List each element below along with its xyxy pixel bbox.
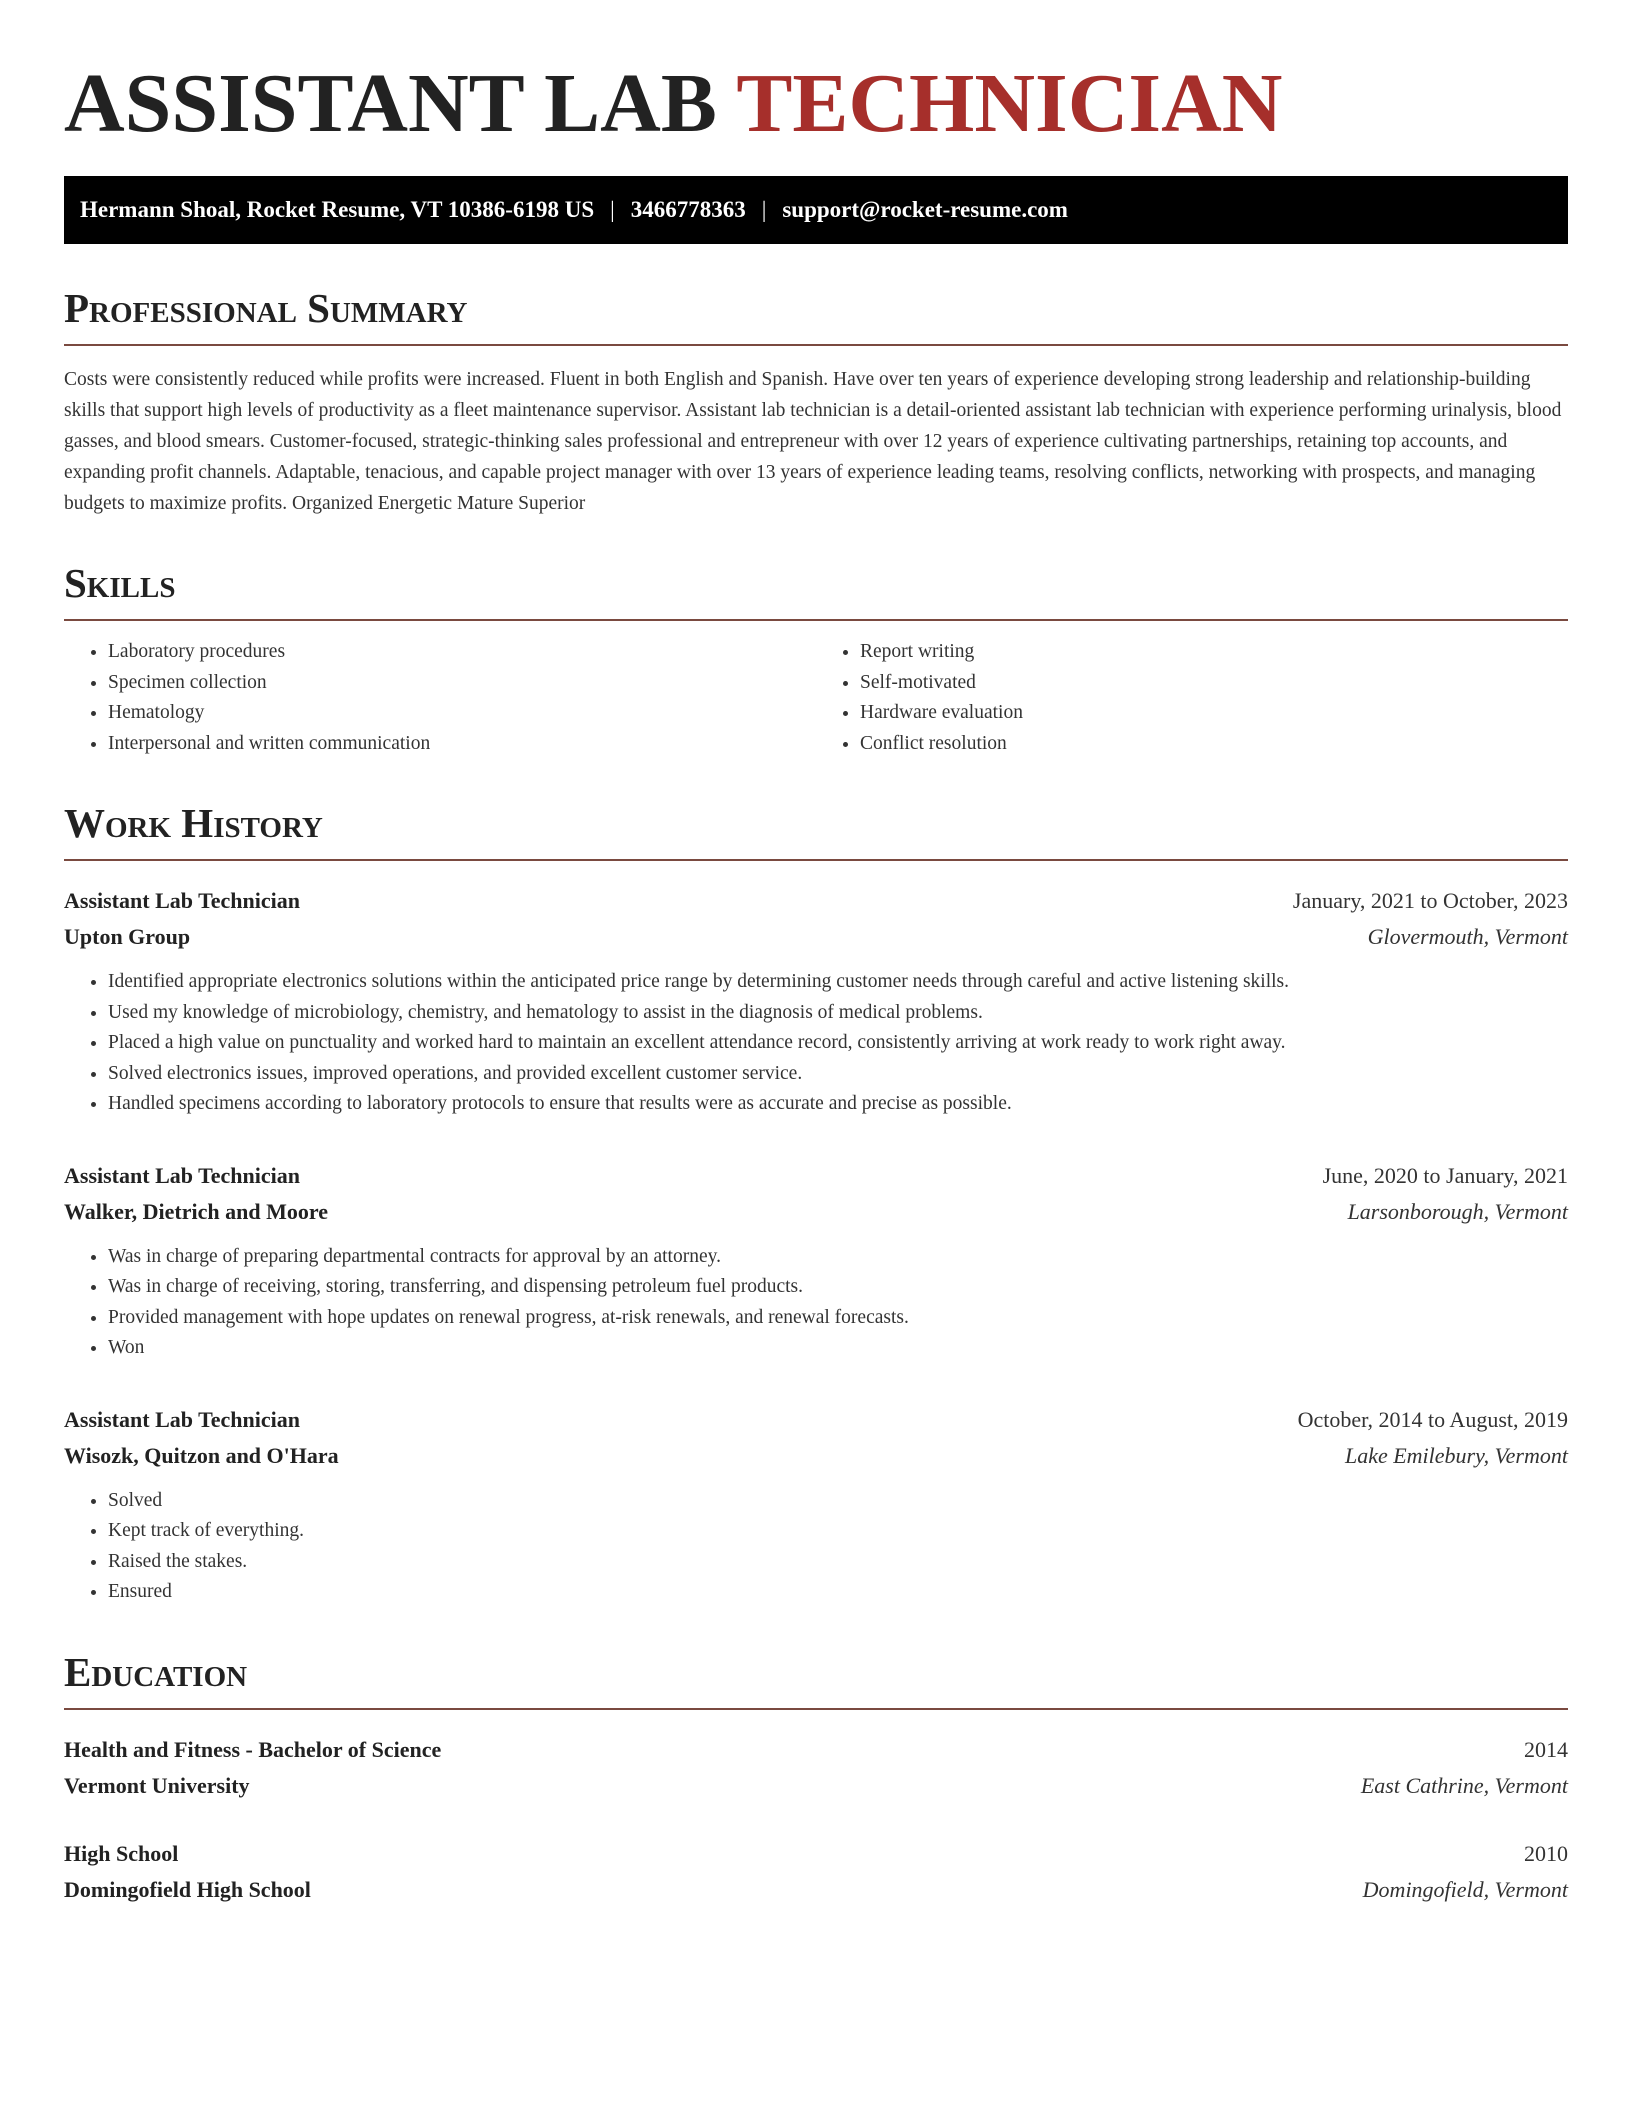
job-company-row [64,1194,1568,1230]
skill-item: • Conflict resolution [860,729,1568,760]
job-bullets [64,967,1568,1120]
contact-phone: 3466778363 [630,197,746,222]
job-bullet: • Solved electronics issues, improved operations, and provided excellent customer service. [108,1059,1568,1090]
job-bullet: • Solved [108,1486,1568,1517]
skill-item: • Hematology [108,698,816,729]
education-school: Vermont University [64,1772,250,1798]
education-degree-row [64,1732,1568,1768]
job-location: Glovermouth, Vermont [1367,924,1568,949]
job-dates: June, 2020 to January, 2021 [1322,1162,1568,1188]
education-entry [64,1836,1568,1908]
education-entry [64,1732,1568,1804]
job-bullet: • Kept track of everything. [108,1516,1568,1547]
job-bullet: • Used my knowledge of microbiology, chemistry, and hematology to assist in the diagnosis of medical problems. [108,998,1568,1029]
skill-item: • Specimen collection [108,668,816,699]
contact-separator: | [761,197,767,222]
job-bullet: • Handled specimens according to laboratory protocols to ensure that results were as accurate and precise as possible. [108,1089,1568,1120]
education-degree-row [64,1836,1568,1872]
contact-separator: | [610,197,615,222]
skill-item: • Self-motivated [860,668,1568,699]
skills-section [64,559,1568,759]
summary-text: Costs were consistently reduced while profits were increased. Fluent in both English and Spanish. Have over ten years of experience developing strong leadership and relationship-building skills that support high levels of productivity as a fleet maintenance supervisor. Assistant lab technician is a detail-oriented assistant lab technician with experience performing urinalysis, blood gasses, and blood smears. Customer-focused, strategic-thinking sales professional and entrepreneur with over 12 years of experience cultivating partnerships, retaining top accounts, and expanding profit channels. Adaptable, tenacious, and capable project manager with over 13 years of experience leading teams, resolving conflicts, networking with prospects, and managing budgets to maximize profits. Organized Energetic Mature Superior [64,369,1562,514]
job-bullet: • Raised the stakes. [108,1547,1568,1578]
job-company-row [64,1438,1568,1474]
education-school-row [64,1768,1568,1804]
education-heading: Education [64,1648,1568,1710]
skills-list-left [64,637,816,759]
job-bullet: • Ensured [108,1577,1568,1608]
job-bullet: • Won [108,1333,1568,1364]
education-degree: High School [64,1840,179,1866]
title-accent: TECHNICIAN [736,57,1283,150]
job-title-row [64,883,1568,919]
skills-heading: Skills [64,559,1568,621]
job-bullets [64,1486,1568,1608]
skill-item: • Report writing [860,637,1568,668]
education-location: Domingofield, Vermont [1362,1876,1568,1902]
education-school: Domingofield High School [64,1876,311,1902]
summary-section [64,284,1568,519]
education-school-row [64,1872,1568,1908]
education-year: 2010 [1524,1840,1568,1866]
contact-address: Hermann Shoal, Rocket Resume, VT 10386-6198 US [80,197,595,222]
education-location: East Cathrine, Vermont [1360,1772,1568,1798]
job-title: Assistant Lab Technician [64,1162,300,1188]
job-bullet: • Was in charge of preparing departmental contracts for approval by an attorney. [108,1242,1568,1273]
skills-grid [64,637,1568,759]
job-bullet: • Identified appropriate electronics solutions within the anticipated price range by determining customer needs through careful and active listening skills. [108,967,1568,998]
job-dates: October, 2014 to August, 2019 [1297,1406,1568,1432]
resume-title [64,56,1568,152]
contact-email: support@rocket-resume.com [782,197,1068,222]
job-entry [64,1158,1568,1364]
skill-item: • Laboratory procedures [108,637,816,668]
job-dates: January, 2021 to October, 2023 [1292,888,1568,913]
education-degree: Health and Fitness - Bachelor of Science [64,1736,442,1762]
job-bullet: • Was in charge of receiving, storing, transferring, and dispensing petroleum fuel products. [108,1272,1568,1303]
job-bullet: • Provided management with hope updates on renewal progress, at-risk renewals, and renewal forecasts. [108,1303,1568,1334]
job-title: Assistant Lab Technician [64,888,300,913]
skills-list-right [816,637,1568,759]
skill-item: • Hardware evaluation [860,698,1568,729]
job-bullet: • Placed a high value on punctuality and worked hard to maintain an excellent attendance record, consistently arriving at work ready to work right away. [108,1028,1568,1059]
job-bullets [64,1242,1568,1364]
job-company-row [64,919,1568,955]
job-entry [64,1402,1568,1608]
job-location: Larsonborough, Vermont [1347,1198,1568,1224]
work-history-heading: Work History [64,799,1568,861]
job-location: Lake Emilebury, Vermont [1344,1442,1568,1468]
job-title-row [64,1402,1568,1438]
job-company: Upton Group [64,924,191,949]
summary-heading: Professional Summary [64,284,1568,346]
title-main: ASSISTANT LAB [64,57,717,150]
job-title-row [64,1158,1568,1194]
job-company: Wisozk, Quitzon and O'Hara [64,1442,339,1468]
job-company: Walker, Dietrich and Moore [64,1198,328,1224]
job-title: Assistant Lab Technician [64,1406,300,1432]
job-entry [64,883,1568,1120]
contact-bar [64,176,1568,244]
skill-item: • Interpersonal and written communication [108,729,816,760]
work-history-section [64,799,1568,1608]
education-section [64,1648,1568,1908]
education-year: 2014 [1524,1736,1568,1762]
